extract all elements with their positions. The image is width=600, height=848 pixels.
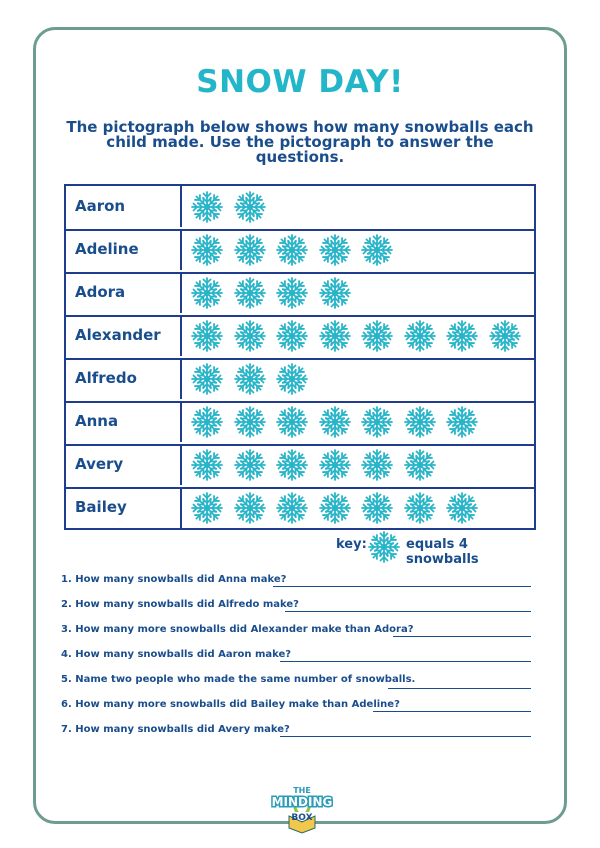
snowflake-icon (359, 232, 395, 268)
question: 2. How many snowballs did Alfredo make? (61, 599, 299, 610)
snowflake-icon (189, 490, 225, 526)
snowflake-icon (274, 447, 310, 483)
pictograph-row (66, 487, 534, 530)
row-icons (182, 272, 534, 313)
key-text: equals 4 snowballs (406, 537, 479, 567)
snowflake-icon (444, 318, 480, 354)
snowflake-icon (274, 404, 310, 440)
row-label: Alfredo (66, 358, 182, 399)
snowflake-icon (189, 318, 225, 354)
snowflake-icon (317, 490, 353, 526)
instructions: The pictograph below shows how many snowballs each child made. Use the pictograph to answer the questions. (66, 118, 534, 166)
snowflake-icon (317, 275, 353, 311)
row-label: Bailey (66, 487, 182, 528)
snowflake-icon (402, 404, 438, 440)
snowflake-icon (359, 447, 395, 483)
snowflake-icon (317, 232, 353, 268)
snowflake-icon (189, 232, 225, 268)
snowflake-icon (359, 490, 395, 526)
row-label: Aaron (66, 186, 182, 227)
snowflake-icon (232, 318, 268, 354)
snowflake-icon (232, 232, 268, 268)
row-label: Adora (66, 272, 182, 313)
snowflake-icon (232, 404, 268, 440)
row-icons (182, 487, 534, 528)
svg-text:BOX: BOX (291, 813, 313, 823)
snowflake-icon (359, 318, 395, 354)
snowflake-icon (274, 275, 310, 311)
minding-box-logo (271, 782, 333, 834)
snowflake-icon (232, 447, 268, 483)
row-label: Avery (66, 444, 182, 485)
row-icons (182, 444, 534, 485)
page-title: SNOW DAY! (196, 64, 404, 100)
row-label: Anna (66, 401, 182, 442)
row-label: Alexander (66, 315, 182, 356)
snowflake-icon (232, 189, 268, 225)
answer-line[interactable] (273, 586, 531, 587)
question: 5. Name two people who made the same number of snowballs. (61, 674, 416, 685)
question: 3. How many more snowballs did Alexander make than Adora? (61, 624, 414, 635)
snowflake-icon (487, 318, 523, 354)
row-icons (182, 229, 534, 270)
pictograph-table (64, 184, 536, 530)
snowflake-icon (274, 361, 310, 397)
answer-line[interactable] (280, 661, 531, 662)
question: 7. How many snowballs did Avery make? (61, 724, 290, 735)
question: 1. How many snowballs did Anna make? (61, 574, 287, 585)
row-icons (182, 186, 534, 227)
snowflake-icon (189, 447, 225, 483)
pictograph-row (66, 186, 534, 231)
svg-text:MINDING: MINDING (271, 795, 333, 809)
snowflake-icon (444, 490, 480, 526)
pictograph-row (66, 444, 534, 489)
key-label: key: (336, 537, 367, 552)
pictograph-row (66, 229, 534, 274)
snowflake-icon (274, 318, 310, 354)
snowflake-icon (232, 275, 268, 311)
snowflake-icon (189, 361, 225, 397)
snowflake-icon (317, 404, 353, 440)
snowflake-icon (402, 318, 438, 354)
snowflake-icon (402, 490, 438, 526)
snowflake-icon (189, 404, 225, 440)
pictograph-key (336, 527, 542, 567)
svg-text:THE: THE (293, 786, 311, 795)
answer-line[interactable] (285, 611, 531, 612)
snowflake-icon (232, 361, 268, 397)
snowflake-icon (189, 275, 225, 311)
snowflake-icon (366, 529, 402, 565)
snowflake-icon (317, 318, 353, 354)
answer-line[interactable] (393, 636, 531, 637)
pictograph-row (66, 401, 534, 446)
snowflake-icon (274, 232, 310, 268)
pictograph-row (66, 358, 534, 403)
snowflake-icon (359, 404, 395, 440)
pictograph-row (66, 315, 534, 360)
pictograph-row (66, 272, 534, 317)
snowflake-icon (274, 490, 310, 526)
answer-line[interactable] (388, 688, 531, 689)
snowflake-icon (189, 189, 225, 225)
answer-line[interactable] (373, 711, 531, 712)
row-icons (182, 401, 534, 442)
row-label: Adeline (66, 229, 182, 270)
row-icons (182, 315, 534, 356)
snowflake-icon (317, 447, 353, 483)
snowflake-icon (232, 490, 268, 526)
row-icons (182, 358, 534, 399)
question: 4. How many snowballs did Aaron make? (61, 649, 292, 660)
answer-line[interactable] (280, 736, 531, 737)
snowflake-icon (444, 404, 480, 440)
question: 6. How many more snowballs did Bailey make than Adeline? (61, 699, 400, 710)
snowflake-icon (402, 447, 438, 483)
